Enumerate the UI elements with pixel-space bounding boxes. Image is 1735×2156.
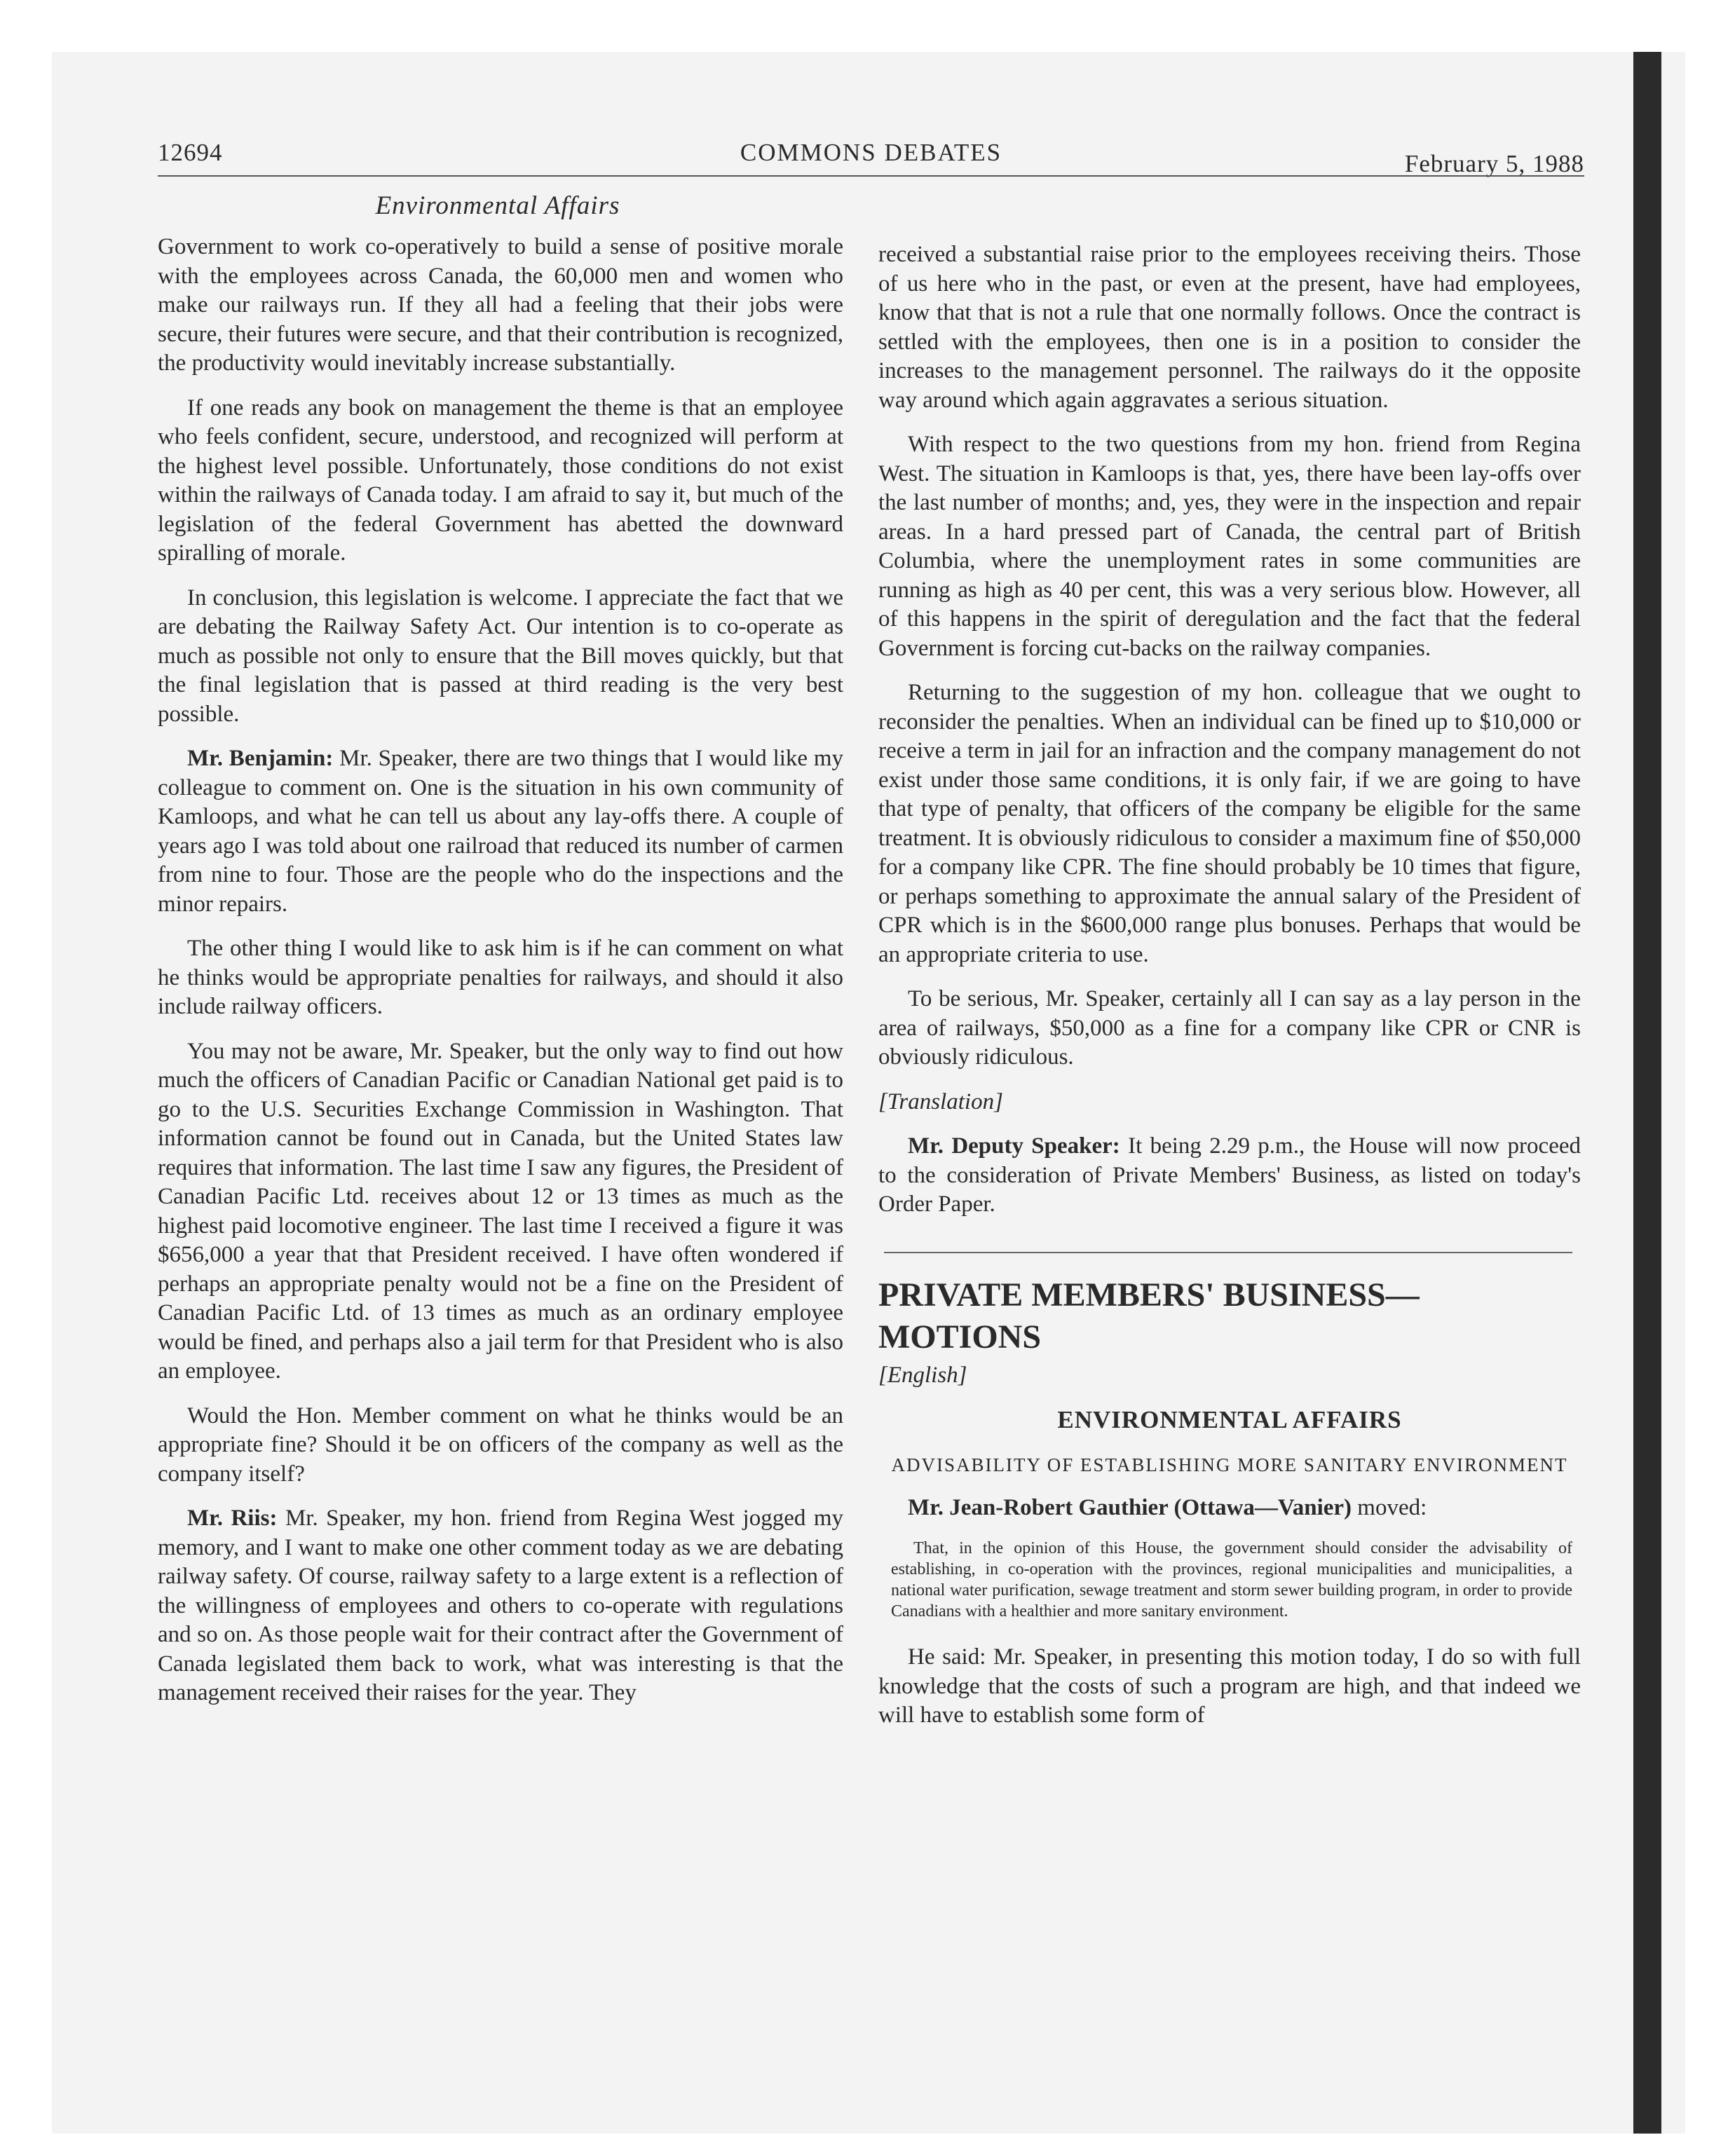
- subsection-title: ENVIRONMENTAL AFFAIRS: [1057, 1406, 1402, 1433]
- publication-date: February 5, 1988: [1404, 150, 1584, 177]
- paragraph: Would the Hon. Member comment on what he thinks would be an appropriate fine? Should it be on officers of the company as well as the company itself?: [158, 1403, 843, 1487]
- page-number: 12694: [158, 139, 223, 166]
- scan-edge-shadow: [1633, 52, 1661, 2134]
- translation-tag: [Translation]: [878, 1089, 1003, 1114]
- speaker-name: Mr. Deputy Speaker:: [908, 1133, 1120, 1159]
- speech-text: Mr. Speaker, my hon. friend from Regina West jogged my memory, and I want to make one other comment today as we are debating railway safety. Of course, railway safety to a large extent is a reflection of the willingness of employees and others to co-operate with regulations and so on. As those people wait for their contract after the Government of Canada legislated them back to work, what was interesting is that the management received their raises for the year. They: [158, 1506, 843, 1705]
- paragraph: If one reads any book on management the theme is that an employee who feels confident, secure, understood, and recognized will perform at the highest level possible. Unfortunately, those conditions do not exist within the railways of Canada today. I am afraid to say it, but much of the legislation of the federal Government has abetted the downward spiralling of morale.: [158, 395, 843, 566]
- right-column: [878, 240, 1581, 1746]
- paragraph: He said: Mr. Speaker, in presenting this motion today, I do so with full knowledge that the costs of such a program are high, and that indeed we will have to establish some form of: [878, 1644, 1581, 1728]
- page-header: [158, 139, 1584, 177]
- speech-paragraph: [158, 1504, 843, 1708]
- running-head: Environmental Affairs: [375, 191, 620, 220]
- header-rule: [158, 175, 1584, 177]
- paragraph: Government to work co-operatively to build a sense of positive morale with the employees across Canada, the 60,000 men and women who make our railways run. If they all had a feeling that their jobs were secure, their futures were secure, and that their contribution is recognized, the productivity would inevitably increase substantially.: [158, 234, 843, 376]
- section-divider: [884, 1252, 1572, 1253]
- paragraph: The other thing I would like to ask him is if he can comment on what he thinks would be appropriate penalties for railways, and should it also include railway officers.: [158, 936, 843, 1019]
- paragraph: In conclusion, this legislation is welcome. I appreciate the fact that we are debating the Railway Safety Act. Our intention is to co-operate as much as possible not only to ensure that the Bill moves quickly, but that the final legislation that is passed at third reading is the very best possible.: [158, 585, 843, 727]
- speaker-name: Mr. Riis:: [187, 1506, 278, 1531]
- paragraph: You may not be aware, Mr. Speaker, but the only way to find out how much the officers of Canadian Pacific or Canadian National get paid is to go to the U.S. Securities Exchange Commission in Washington. That information cannot be found out in Canada, but the United States law requires that information. The last time I saw any figures, the President of Canadian Pacific Ltd. receives about 12 or 13 times as much as the highest paid locomotive engineer. The last time I received a figure it was $656,000 a year that that President received. I have often wondered if perhaps an appropriate penalty would not be a fine on the President of Canadian Pacific Ltd. of 13 times as much as an ordinary employee would be fined, and perhaps also a jail term for that President who is also an employee.: [158, 1038, 843, 1384]
- mover-name: Mr. Jean-Robert Gauthier (Ottawa—Vanier): [908, 1494, 1352, 1520]
- moved-label: moved:: [1352, 1494, 1427, 1520]
- publication-title: COMMONS DEBATES: [740, 139, 1002, 166]
- left-column: [158, 233, 843, 1724]
- section-title: PRIVATE MEMBERS' BUSINESS—MOTIONS: [878, 1276, 1420, 1356]
- mover-line: [878, 1494, 1581, 1523]
- speech-paragraph: [878, 1132, 1581, 1220]
- paragraph: To be serious, Mr. Speaker, certainly all I can say as a lay person in the area of railways, $50,000 as a fine for a company like CPR or CNR is obviously ridiculous.: [878, 986, 1581, 1070]
- language-tag: [English]: [878, 1362, 967, 1388]
- speech-text: It being 2.29 p.m., the House will now proceed to the consideration of Private Members' Business, as listed on today's Order Paper.: [878, 1133, 1581, 1217]
- speech-paragraph: [158, 744, 843, 919]
- motion-body: That, in the opinion of this House, the government should consider the advisability of establishing, in co-operation with the provinces, regional municipalities and municipalities, a national water purification, sewage treatment and storm sewer building program, in order to provide Canadians with a healthier and more sanitary environment.: [891, 1539, 1572, 1621]
- paragraph: Returning to the suggestion of my hon. colleague that we ought to reconsider the penalties. When an individual can be fined up to $10,000 or receive a term in jail for an infraction and the company management do not exist under those same conditions, it is only fair, if we are going to have that type of penalty, that officers of the company be eligible for the same treatment. It is obviously ridiculous to consider a maximum fine of $50,000 for a company like CPR. The fine should probably be 10 times that figure, or perhaps something to approximate the annual salary of the President of CPR which is in the $600,000 range plus bonuses. Perhaps that would be an appropriate criteria to use.: [878, 680, 1581, 967]
- speaker-name: Mr. Benjamin:: [187, 746, 334, 771]
- motion-text: [878, 1538, 1581, 1622]
- speech-text: Mr. Speaker, there are two things that I would like my colleague to comment on. One is the situation in his own community of Kamloops, and what he can tell us about any lay-offs there. A couple of years ago I was told about one railroad that reduced its number of carmen from nine to four. Those are the people who do the inspections and the minor repairs.: [158, 746, 844, 917]
- paragraph: received a substantial raise prior to the employees receiving theirs. Those of us here who in the past, or even at the present, have had employees, know that that is not a rule that one normally follows. Once the contract is settled with the employees, then one is in a position to consider the increases to the management personnel. The railways do it the opposite way around which again aggravates a serious situation.: [878, 242, 1581, 413]
- paragraph: With respect to the two questions from my hon. friend from Regina West. The situation in Kamloops is that, yes, there have been lay-offs over the last number of months; and, yes, they were in the inspection and repair areas. In a hard pressed part of Canada, the central part of British Columbia, where the unemployment rates in some communities are running as high as 40 per cent, this was a very serious blow. However, all of this happens in the spirit of deregulation and the fact that the federal Government is forcing cut-backs on the railway companies.: [878, 432, 1581, 661]
- subsection-subtitle: ADVISABILITY OF ESTABLISHING MORE SANITARY ENVIRONMENT: [891, 1454, 1568, 1475]
